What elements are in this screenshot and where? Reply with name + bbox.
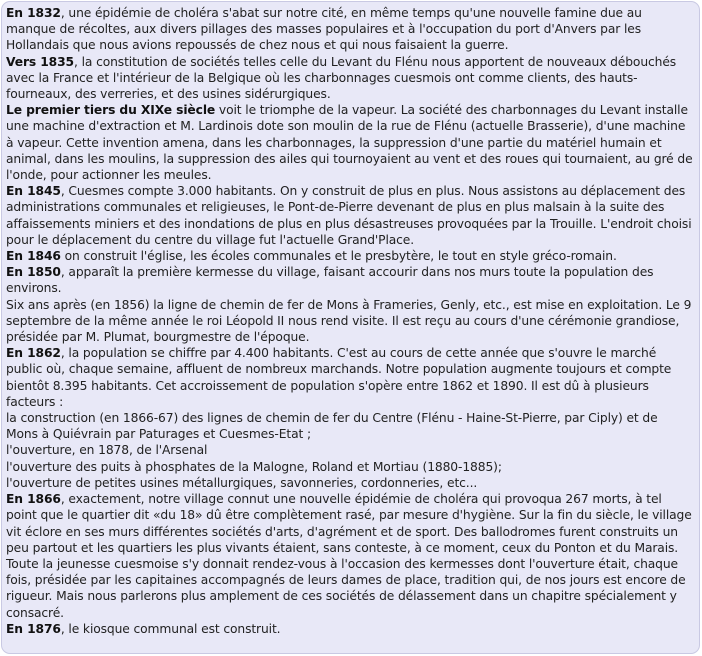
paragraph-text: , Cuesmes compte 3.000 habitants. On y construit de plus en plus. Nous assistons au déplacement des administrations communales et religieuses, le Pont-de-Pierre devenant de plus en plus malsain à la suite des affaissements miniers et des inondations de plus en plus désastreuses provoquées par la Trouille. L'endroit choisi pour le déplacement du centre du village fut l'actuelle Grand'Place. — [6, 184, 692, 247]
factor-factories — [6, 475, 693, 491]
year-lead: En 1862 — [6, 346, 61, 361]
paragraph-text: , exactement, notre village connut une nouvelle épidémie de choléra qui provoqua 267 morts, à tel point que le quartier dit «du 18» dû être complètement rasé, par mesure d'hygiène. Sur la fin du siècle, le village vit éclore en ses murs différentes sociétés d'arts, d'agrément et de sport. Des ballodromes furent construits un peu partout et les quartiers les plus vivants étaient, sans conteste, à ce moment, ceux du Ponton et du Marais. Toute la jeunesse cuesmoise s'y donnait rendez-vous à l'occasion des kermesses dont l'ouverture était, chaque fois, présidée par les capitaines accompagnés de leurs dames de place, tradition qui, de nos jours est encore de rigueur. Mais nous parlerons plus amplement de ces sociétés de délassement dans un chapitre spécialement y consacré. — [6, 492, 692, 620]
year-lead: En 1866 — [6, 492, 61, 507]
factor-text: l'ouverture de petites usines métallurgiques, savonneries, cordonneries, etc... — [6, 475, 478, 490]
paragraph-text: on construit l'église, les écoles communales et le presbytère, le tout en style gréco-romain. — [60, 249, 617, 264]
paragraph-text: voit le triomphe de la vapeur. La société des charbonnages du Levant installe une machine d'extraction et M. Lardinois dote son moulin de la rue de Flénu (actuelle Brasserie), d'une machine à vapeur. Cette invention amena, dans les charbonnages, la suppression d'une partie du matériel humain et animal, dans les moulins, la suppression des ailes qui tournoyaient au vent et des roues qui tournaient, au gré de l'onde, pour actionner les meules. — [6, 103, 693, 183]
year-lead: Le premier tiers du XIXe siècle — [6, 103, 216, 118]
paragraph-text: , la population se chiffre par 4.400 habitants. C'est au cours de cette année que s'ouvre le marché public où, chaque semaine, affluent de nombreux marchands. Notre population augmente toujours et compte bientôt 8.395 habitants. Cet accroissement de population s'opère entre 1862 et 1890. Il est dû à plusieurs facteurs : — [6, 346, 672, 409]
paragraph-text: , le kiosque communal est construit. — [60, 621, 281, 636]
year-lead: En 1876 — [6, 621, 61, 636]
factor-text: la construction (en 1866-67) des lignes de chemin de fer du Centre (Flénu - Haine-St-Pierre, par Ciply) et de Mons à Quiévrain par Paturages et Cuesmes-Etat ; — [6, 411, 658, 442]
paragraph-1832 — [6, 5, 693, 54]
paragraph-1862 — [6, 345, 693, 410]
year-lead: En 1832 — [6, 6, 61, 20]
paragraph-xixe-siecle — [6, 102, 693, 183]
year-lead: En 1850 — [6, 265, 61, 280]
paragraph-text: Six ans après (en 1856) la ligne de chemin de fer de Mons à Frameries, Genly, etc., est mise en exploitation. Le 9 septembre de la même année le roi Léopold II nous rend visite. Il est reçu au cours d'une cérémonie grandiose, présidée par M. Plumat, bourgmestre de l'époque. — [6, 297, 692, 345]
paragraph-1845 — [6, 183, 693, 248]
year-lead: En 1845 — [6, 184, 61, 199]
factor-arsenal — [6, 442, 693, 458]
paragraph-1866 — [6, 491, 693, 621]
history-text — [2, 2, 699, 637]
factor-text: l'ouverture, en 1878, de l'Arsenal — [6, 443, 208, 458]
year-lead: Vers 1835 — [6, 54, 74, 69]
factor-railway — [6, 410, 693, 442]
factor-phosphates — [6, 459, 693, 475]
paragraph-1876 — [6, 621, 693, 637]
history-panel — [1, 1, 700, 654]
paragraph-1856 — [6, 297, 693, 346]
paragraph-1846 — [6, 248, 693, 264]
paragraph-text: , la constitution de sociétés telles celle du Levant du Flénu nous apportent de nouveaux débouchés avec la France et l'intérieur de la Belgique où les charbonnages cuesmois ont comme clients, des hauts-fourneaux, des verreries, et des usines sidérurgiques. — [6, 54, 677, 102]
paragraph-1835 — [6, 54, 693, 103]
year-lead: En 1846 — [6, 249, 61, 264]
paragraph-1850 — [6, 264, 693, 296]
factor-text: l'ouverture des puits à phosphates de la Malogne, Roland et Mortiau (1880-1885); — [6, 459, 502, 474]
paragraph-text: , une épidémie de choléra s'abat sur notre cité, en même temps qu'une nouvelle famine due au manque de récoltes, aux divers pillages des masses populaires et à l'occupation du port d'Anvers par les Hollandais que nous avions repoussés de chez nous et qui nous faisaient la guerre. — [6, 6, 642, 53]
paragraph-text: , apparaît la première kermesse du village, faisant accourir dans nos murs toute la population des environs. — [6, 265, 654, 296]
